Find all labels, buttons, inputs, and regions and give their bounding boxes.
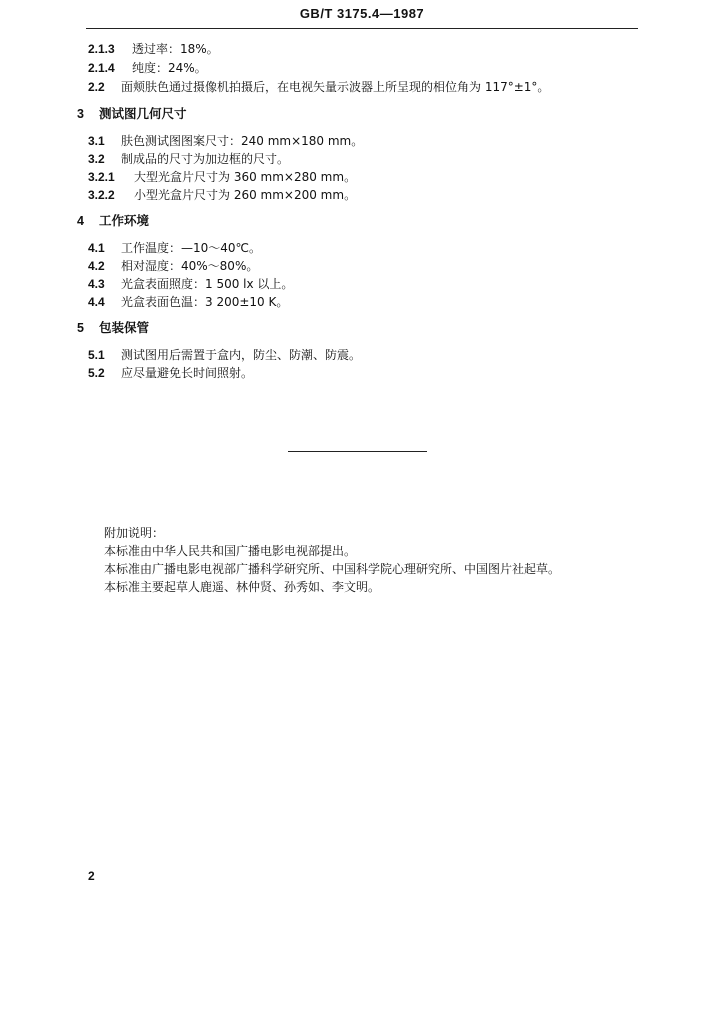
clause-3-2 [88,152,289,166]
clause-2-2 [88,80,549,94]
clause-number: 3.1 [88,134,105,148]
clause-2-1-3 [88,42,219,56]
clause-number: 4.4 [88,295,105,309]
clause-text: 小型光盒片尺寸为 260 mm×200 mm。 [134,188,357,202]
clause-5-1 [88,348,361,362]
clause-number: 5.1 [88,348,105,362]
clause-number: 3.2.1 [88,170,115,184]
clause-4-2 [88,259,258,273]
clause-3-2-2 [88,188,356,202]
clause-number: 3.2.2 [88,188,115,202]
clause-number: 4.1 [88,241,105,255]
clause-text: 制成品的尺寸为加边框的尺寸。 [121,152,290,166]
clause-text: 大型光盒片尺寸为 360 mm×280 mm。 [134,170,357,184]
clause-4-1 [88,241,261,255]
clause-number: 4.3 [88,277,105,291]
clause-text: 透过率：18%。 [132,42,219,56]
clause-3-2-1 [88,170,356,184]
clause-text: 应尽量避免长时间照射。 [121,366,254,380]
section-title: 测试图几何尺寸 [99,106,187,121]
section-number: 4 [77,214,84,228]
clause-4-3 [88,277,293,291]
clause-number: 2.1.4 [88,61,115,75]
clause-2-1-4 [88,61,207,75]
clause-text: 测试图用后需置于盒内，防尘、防潮、防震。 [121,348,362,362]
page-number: 2 [88,869,95,883]
clause-text: 肤色测试图图案尺寸：240 mm×180 mm。 [121,134,364,148]
clause-4-4 [88,295,288,309]
section-title: 工作环境 [99,213,150,228]
notes-heading: 附加说明： [104,526,165,540]
clause-number: 3.2 [88,152,105,166]
section-title: 包装保管 [99,320,150,335]
clause-number: 5.2 [88,366,105,380]
end-rule [288,451,427,452]
clause-3-1 [88,134,363,148]
header-rule [86,28,638,29]
clause-text: 工作温度：—10～40℃。 [121,241,262,255]
clause-text: 光盒表面照度：1 500 lx 以上。 [121,277,294,291]
note-line: 本标准由中华人民共和国广播电影电视部提出。 [104,544,357,558]
clause-text: 纯度：24%。 [132,61,207,75]
clause-text: 相对湿度：40%～80%。 [121,259,259,273]
clause-number: 2.2 [88,80,105,94]
clause-5-2 [88,366,253,380]
clause-text: 面颊肤色通过摄像机拍摄后，在电视矢量示波器上所呈现的相位角为 117°±1°。 [121,80,550,94]
note-line: 本标准主要起草人鹿遥、林仲贤、孙秀如、李文明。 [104,580,381,594]
note-line: 本标准由广播电影电视部广播科学研究所、中国科学院心理研究所、中国图片社起草。 [104,562,561,576]
clause-text: 光盒表面色温：3 200±10 K。 [121,295,289,309]
section-5-heading [77,321,149,335]
section-number: 5 [77,321,84,335]
clause-number: 4.2 [88,259,105,273]
section-4-heading [77,214,149,228]
section-number: 3 [77,107,84,121]
clause-number: 2.1.3 [88,42,115,56]
section-3-heading [77,107,187,121]
page-header-title: GB/T 3175.4—1987 [299,6,425,21]
